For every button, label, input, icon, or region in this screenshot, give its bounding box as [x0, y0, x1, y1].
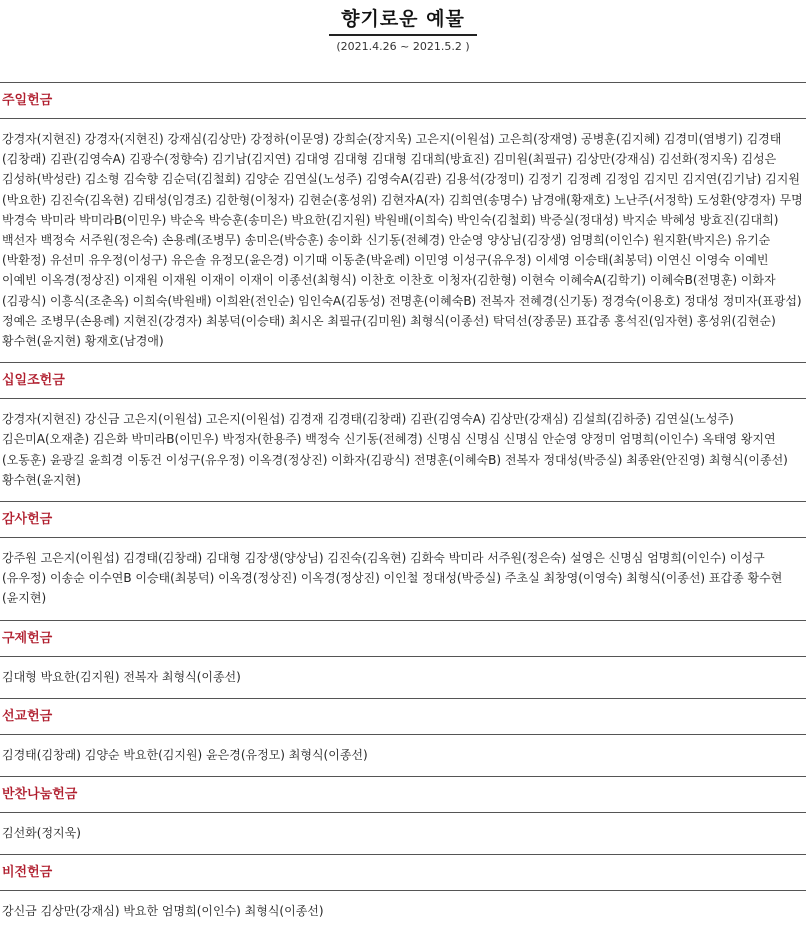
page-header [0, 0, 806, 53]
section-title: 구제헌금 [0, 621, 806, 657]
section-title: 비전헌금 [0, 855, 806, 891]
section-mission-offering [0, 698, 806, 776]
section-thanksgiving-offering [0, 501, 806, 620]
section-title: 선교헌금 [0, 699, 806, 735]
donor-list: 강주원 고은지(이원섭) 김경태(김창래) 김대형 김장생(양상님) 김진숙(김옥현) 김화숙 박미라 서주원(정은숙) 설영은 신명심 엄명희(이인수) 이성구(유우정) 이송순 이수연B 이승태(최봉덕) 이옥경(정상진) 이옥경(정상진) 이인철 정대성(박증실) 주초실 최창영(이영숙) 최형식(이종선) 표갑종 황수현(윤지현) [2, 551, 783, 606]
section-tithe [0, 362, 806, 501]
donor-list: 김선화(정지욱) [2, 826, 81, 841]
section-relief-offering [0, 620, 806, 698]
section-side-dish-sharing-offering [0, 776, 806, 854]
section-title: 주일헌금 [0, 83, 806, 119]
section-title: 반찬나눔헌금 [0, 777, 806, 813]
section-sunday-offering [0, 82, 806, 362]
section-vision-offering [0, 854, 806, 932]
section-title: 감사헌금 [0, 502, 806, 538]
donor-list: 강경자(지현진) 강경자(지현진) 강재심(김상만) 강정하(이문영) 강희순(장지욱) 고은지(이원섭) 고은희(장재영) 공병훈(김지혜) 김경미(염병기) 김경태(김창래) 김관(김영숙A) 김광수(정향숙) 김기남(김지연) 김대영 김대형 김대형 김대희(방효진) 김미원(최필규) 김상만(강재심) 김선화(정지욱) 김성은 김성하(박성란) 김소형 김숙향 김순덕(김철회) 김양순 김연실(노성주) 김영숙A(김관) 김용석(강정미) 김정기 김정례 김정임 김지민 김지연(김기남) 김지원(박요한) 김진숙(김옥현) 김태성(임경조) 김한형(이청자) 김현순(홍성위) 김현자A(자) 김희연(송명수) 남경애(황재호) 노난주(서정학) 도성환(양경자) 무명 박경숙 박미라 박미라B(이민우) 박순옥 박승훈(송미은) 박요한(김지원) 박원배(이희숙) 박인숙(김철회) 박증실(정대성) 박지순 박혜성 방효진(김대희) 백선자 백정숙 서주원(정은숙) 손용례(조병무) 송미은(박승훈) 송이화 신기동(전혜경) 안순영 양상님(김장생) 엄명희(이인수) 원지환(박지은) 유기순(박환정) 유선미 유우정(이성구) 유은솔 유정모(윤은경) 이기때 이동춘(박윤례) 이민영 이성구(유우정) 이세영 이승태(최봉덕) 이연신 이영숙 이예빈 이예빈 이옥경(정상진) 이재원 이재원 이재이 이재이 이종선(최형식) 이찬호 이찬호 이청자(김한형) 이현숙 이혜숙A(김학기) 이혜숙B(전명훈) 이화자(김광식) 이흥식(조춘옥) 이희숙(박원배) 이희완(전인순) 임인숙A(김동성) 전명훈(이혜숙B) 전복자 전혜경(신기동) 정경숙(이용호) 정대성 정미자(표광섭) 정예은 조병무(손용례) 지현진(강경자) 최봉덕(이승태) 최시온 최필규(김미원) 최형식(이종선) 탁덕선(장종문) 표갑종 홍석진(임자현) 홍성위(김현순) 황수현(윤지현) 황재호(남경애) [2, 132, 803, 349]
date-range: (2021.4.26 ~ 2021.5.2 ) [336, 40, 470, 53]
donor-list: 강신금 김상만(강재심) 박요한 엄명희(이인수) 최형식(이종선) [2, 904, 324, 919]
offering-sections [0, 82, 806, 932]
donor-list: 강경자(지현진) 강신금 고은지(이원섭) 고은지(이원섭) 김경재 김경태(김창래) 김관(김영숙A) 김상만(강재심) 김설희(김하중) 김연실(노성주) 김은미A(오재춘) 김은화 박미라B(이민우) 박정자(한용주) 백정숙 신기동(전혜경) 신명심 신명심 신명심 안순영 양정미 엄명희(이인수) 옥태영 왕지연(오동훈) 윤광길 윤희경 이동건 이성구(유우정) 이옥경(정상진) 이화자(김광식) 전명훈(이혜숙B) 전복자 정대성(박증실) 최종완(안진영) 최형식(이종선) 황수현(윤지현) [2, 412, 788, 487]
section-title: 십일조헌금 [0, 363, 806, 399]
donor-list: 김대형 박요한(김지원) 전복자 최형식(이종선) [2, 669, 241, 684]
page-title: 향기로운 예물 [329, 4, 477, 36]
donor-list: 김경태(김창래) 김양순 박요한(김지원) 윤은경(유정모) 최형식(이종선) [2, 747, 368, 762]
